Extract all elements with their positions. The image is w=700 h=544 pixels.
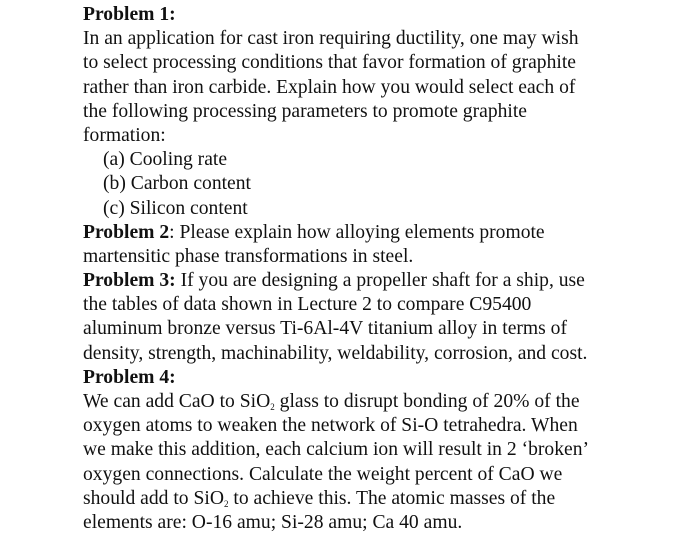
problem-1-text-line: rather than iron carbide. Explain how you would select each of: [83, 76, 576, 98]
problem-4-text-line: we make this addition, each calcium ion will result in 2 ‘broken’: [83, 439, 590, 461]
problem-2-text-line: martensitic phase transformations in steel.: [83, 245, 414, 267]
problem-1-text-line: to select processing conditions that favor formation of graphite: [83, 52, 576, 74]
problem-4-text-line: elements are: O-16 amu; Si-28 amu; Ca 40 amu.: [83, 511, 463, 533]
problem-4-text-line: oxygen atoms to weaken the network of Si-O tetrahedra. When: [83, 415, 578, 437]
problem-3-title: Problem 3:: [83, 270, 176, 292]
problem-4-title: Problem 4:: [83, 366, 176, 388]
problem-4-heading: [83, 366, 589, 390]
problem-4-text-line: [83, 390, 589, 414]
text: to achieve this. The atomic masses of the: [228, 487, 556, 509]
subscript: 2: [223, 498, 229, 509]
text: We can add CaO to SiO: [83, 391, 271, 412]
problem-2-text: : Please explain how alloying elements promote: [169, 221, 545, 243]
problem-1-heading: [83, 3, 589, 27]
problem-2-line: [83, 221, 589, 245]
problem-1-text-line: In an application for cast iron requiring ductility, one may wish: [83, 28, 579, 50]
problem-1-title: Problem 1:: [83, 4, 176, 25]
problem-3-text-line: aluminum bronze versus Ti-6Al-4V titanium alloy in terms of: [83, 318, 567, 340]
problem-1-item-a: (a) Cooling rate: [103, 149, 228, 171]
problem-1-item-c: (c) Silicon content: [103, 197, 248, 219]
subscript: 2: [270, 402, 275, 412]
problem-1-text-line: formation:: [83, 124, 166, 146]
text: glass to disrupt bonding of 20% of the: [274, 391, 580, 412]
problem-4-text-line: [83, 487, 589, 511]
problem-1-text-line: the following processing parameters to promote graphite: [83, 100, 527, 122]
problem-1-item-b: (b) Carbon content: [103, 173, 251, 195]
problem-document: [83, 3, 589, 535]
problem-3-text-line: density, strength, machinability, weldability, corrosion, and cost.: [83, 342, 588, 364]
problem-3-line: [83, 269, 589, 293]
problem-4-text-line: oxygen connections. Calculate the weight percent of CaO we: [83, 463, 563, 485]
text: should add to SiO: [83, 487, 224, 509]
problem-3-text-line: the tables of data shown in Lecture 2 to compare C95400: [83, 294, 532, 316]
problem-2-title: Problem 2: [83, 221, 170, 243]
problem-3-text: If you are designing a propeller shaft for a ship, use: [175, 270, 585, 292]
